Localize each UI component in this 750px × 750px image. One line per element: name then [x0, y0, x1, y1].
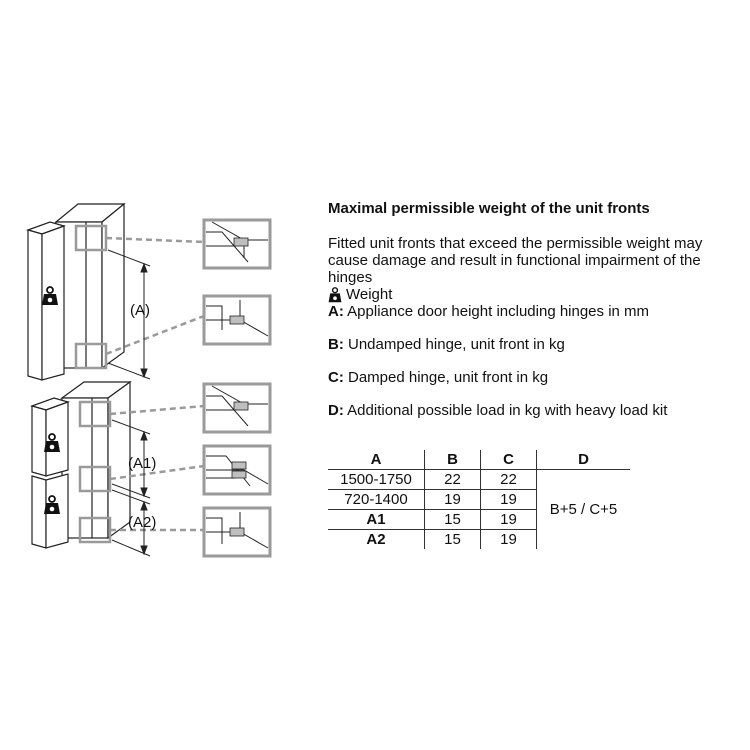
table-header-row: [328, 450, 630, 470]
intro-text: Fitted unit fronts that exceed the permissible weight may cause damage and result in functional impairment of the hinges: [328, 235, 703, 286]
table-cell: 22: [481, 470, 537, 490]
table-cell: A2: [366, 531, 386, 548]
table-cell: 19: [481, 530, 537, 550]
weight-legend: [328, 286, 738, 303]
text-panel: [328, 200, 738, 419]
detail-box-3: [204, 384, 270, 432]
column-header: B: [425, 450, 481, 470]
installation-diagram: [0, 0, 320, 750]
dimension-label-a1: (A1): [128, 455, 157, 472]
legend-b: [328, 336, 738, 353]
legend-key: D:: [328, 402, 344, 419]
weight-label: Weight: [346, 286, 393, 303]
legend-key: C:: [328, 369, 344, 386]
dimension-label-a: (A): [130, 302, 150, 319]
legend-key: B:: [328, 336, 344, 353]
table-cell: 22: [425, 470, 481, 490]
table-cell: 720-1400: [328, 490, 425, 510]
table-cell: 15: [425, 530, 481, 550]
legend-key: A:: [328, 303, 344, 320]
legend-text: Additional possible load in kg with heavy load kit: [347, 402, 668, 419]
table-row: [328, 470, 630, 490]
table-cell: 19: [425, 490, 481, 510]
legend-c: [328, 369, 738, 386]
table-cell: 19: [481, 490, 537, 510]
legend-text: Damped hinge, unit front in kg: [348, 369, 549, 386]
table-cell-d: B+5 / C+5: [537, 470, 631, 550]
legend-a: [328, 303, 738, 320]
table-cell: 1500-1750: [328, 470, 425, 490]
weight-table: [328, 450, 630, 549]
table-cell: 19: [481, 510, 537, 530]
dimension-label-a2: (A2): [128, 514, 157, 531]
detail-box-4: [204, 446, 270, 494]
detail-box-1: [204, 220, 270, 268]
legend-text: Undamped hinge, unit front in kg: [348, 336, 565, 353]
legend-d: [328, 402, 738, 419]
column-header: C: [481, 450, 537, 470]
column-header: A: [328, 450, 425, 470]
legend-text: Appliance door height including hinges in mm: [347, 303, 650, 320]
table-cell: A1: [328, 510, 425, 530]
table-cell: 15: [425, 510, 481, 530]
detail-box-2: [204, 296, 270, 344]
detail-box-5: [204, 508, 270, 556]
column-header: D: [537, 450, 631, 470]
heading: Maximal permissible weight of the unit fronts: [328, 200, 650, 217]
weight-icon: [328, 287, 342, 303]
